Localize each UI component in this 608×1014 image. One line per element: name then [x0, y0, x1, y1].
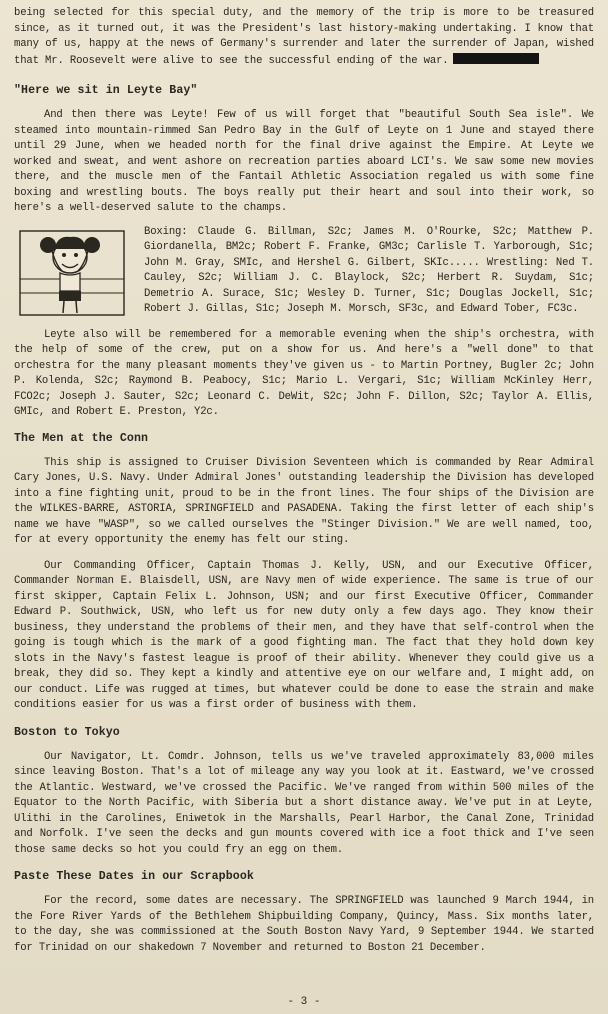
- section-heading-leyte: "Here we sit in Leyte Bay": [14, 84, 198, 97]
- conn-paragraph-2: Our Commanding Officer, Captain Thomas J. Kelly, USN, and our Executive Officer, Commander Norman E. Blaisdell, USN, are Navy men of wide experience. The same is true of our first skipper, Captain Felix L. Johnson, USN; and our first Executive Officer, Commander Edward P. Southwick, USN, who left us for new duty only a few days ago. They know their business, they understand the problems of their men, and they have that self-control when the going is tough which is the mark of a good fighting man. The fact that they hold down key slots in the Navy's fastest league is proof of their ability. Whenever they could give us a break, they did so. They kept a kindly and attentive eye on our welfare and, I might add, on our conduct. Life was rugged at times, but whatever could be done to ease the strain and make conditions easier for us was a first order of business with them.: [14, 559, 594, 711]
- conn-paragraph-1: This ship is assigned to Cruiser Division Seventeen which is commanded by Rear Admiral Cary Jones, U.S. Navy. Under Admiral Jones' outstanding leadership the Division has developed into a fine fighting unit, proud to be in the front lines. The four ships of the Division are the WILKES-BARRE, ASTORIA, SPRINGFIELD and PASADENA. Taking the first letter of each ship's name we have "WASP", so we called ourselves the "Stinger Division." We are well named, too, for at every opportunity the enemy has felt our sting.: [14, 456, 594, 546]
- champs-list: Boxing: Claude G. Billman, S2c; James M. O'Rourke, S2c; Matthew P. Giordanella, BM2c; Robert F. Franke, GM3c; Carlisle T. Yarborough, S1c; John M. Gray, SMIc, and Hershel G. Gilbert, SKIc..... Wrestling: Ned T. Cauley, S2c; William J. C. Blaylock, S2c; Herbert R. Suydam, S1c; Demetrio A. Surace, S1c; Wesley D. Turner, S1c; Douglas Jockell, S1c; Robert J. Gillas, S1c; Joseph M. Morsch, SF3c, and Edward Tober, FC3c.: [144, 225, 594, 315]
- section-heading-dates: Paste These Dates in our Scrapbook: [14, 870, 254, 883]
- champs-block: [14, 225, 594, 318]
- section-heading-boston: Boston to Tokyo: [14, 725, 120, 739]
- leyte-paragraph: And then there was Leyte! Few of us will forget that "beautiful South Sea isle". We steamed into mountain-rimmed San Pedro Bay in the Gulf of Leyte on 1 June and stayed there until 29 June, when we headed north for the final drive against the Empire. At Leyte we worked and sweat, and went ashore on recreation parties aboard LCI's. We saw some new movies there, and the muscle men of the Fantail Athletic Association regaled us with some fine boxing and wrestling bouts. The boys really put their heart and soul into their work, so here's a well-deserved salute to the champs.: [14, 109, 594, 214]
- page-number: - 3 -: [287, 996, 321, 1008]
- dates-paragraph: For the record, some dates are necessary. The SPRINGFIELD was launched 9 March 1944, in the Fore River Yards of the Bethlehem Shipbuilding Company, Quincy, Mass. Six months later, to the day, she was commissioned at the South Boston Navy Yard, 9 September 1944. We started for Trinidad on our shakedown 7 November and returned to Boston 21 December.: [14, 895, 594, 954]
- intro-paragraph: being selected for this special duty, and the memory of the trip is more to be treasured since, as it turned out, it was the President's last history-making undertaking. I know that many of us, happy at the news of Germany's surrender and later the surrender of Japan, wished that Mr. Roosevelt were alive to see the successful ending of the war.: [14, 7, 594, 67]
- orchestra-paragraph: Leyte also will be remembered for a memorable evening when the ship's orchestra, with the help of some of the crew, put on a show for us. And here's a "well done" to that orchestra for the many pleasant moments they've given us - to Martin Portney, Bugler 2c; John P. Kolenda, S2c; Raymond B. Peabocy, S1c; Mario L. Vergari, S1c; William McKinley Herr, FCO2c; Joseph J. Sauter, S2c; Leonard C. DeWit, S2c; John F. Dillon, S2c; Taylor A. Ellis, GMIc, and Robert E. Preston, Y2c.: [14, 328, 594, 418]
- boxer-cartoon-illustration: [18, 227, 126, 319]
- section-heading-conn: The Men at the Conn: [14, 431, 149, 445]
- boston-paragraph: Our Navigator, Lt. Comdr. Johnson, tells us we've traveled approximately 83,000 miles since leaving Boston. That's a lot of mileage any way you look at it. Eastward, we've crossed the Atlantic. Westward, we've crossed the Pacific. We've ranged from within 500 miles of the Equator to the North Pacific, with Siberia but a short distance away. We've put in at Leyte, Ulithi in the Carolines, Eniwetok in the Marshalls, Pearl Harbor, the Canal Zone, Trinidad and Norfolk. I've seen the decks and gun mounts covered with ice a foot thick and I've seen those same decks so hot you could fry an egg on them.: [14, 750, 594, 856]
- redaction-bar: [453, 53, 539, 64]
